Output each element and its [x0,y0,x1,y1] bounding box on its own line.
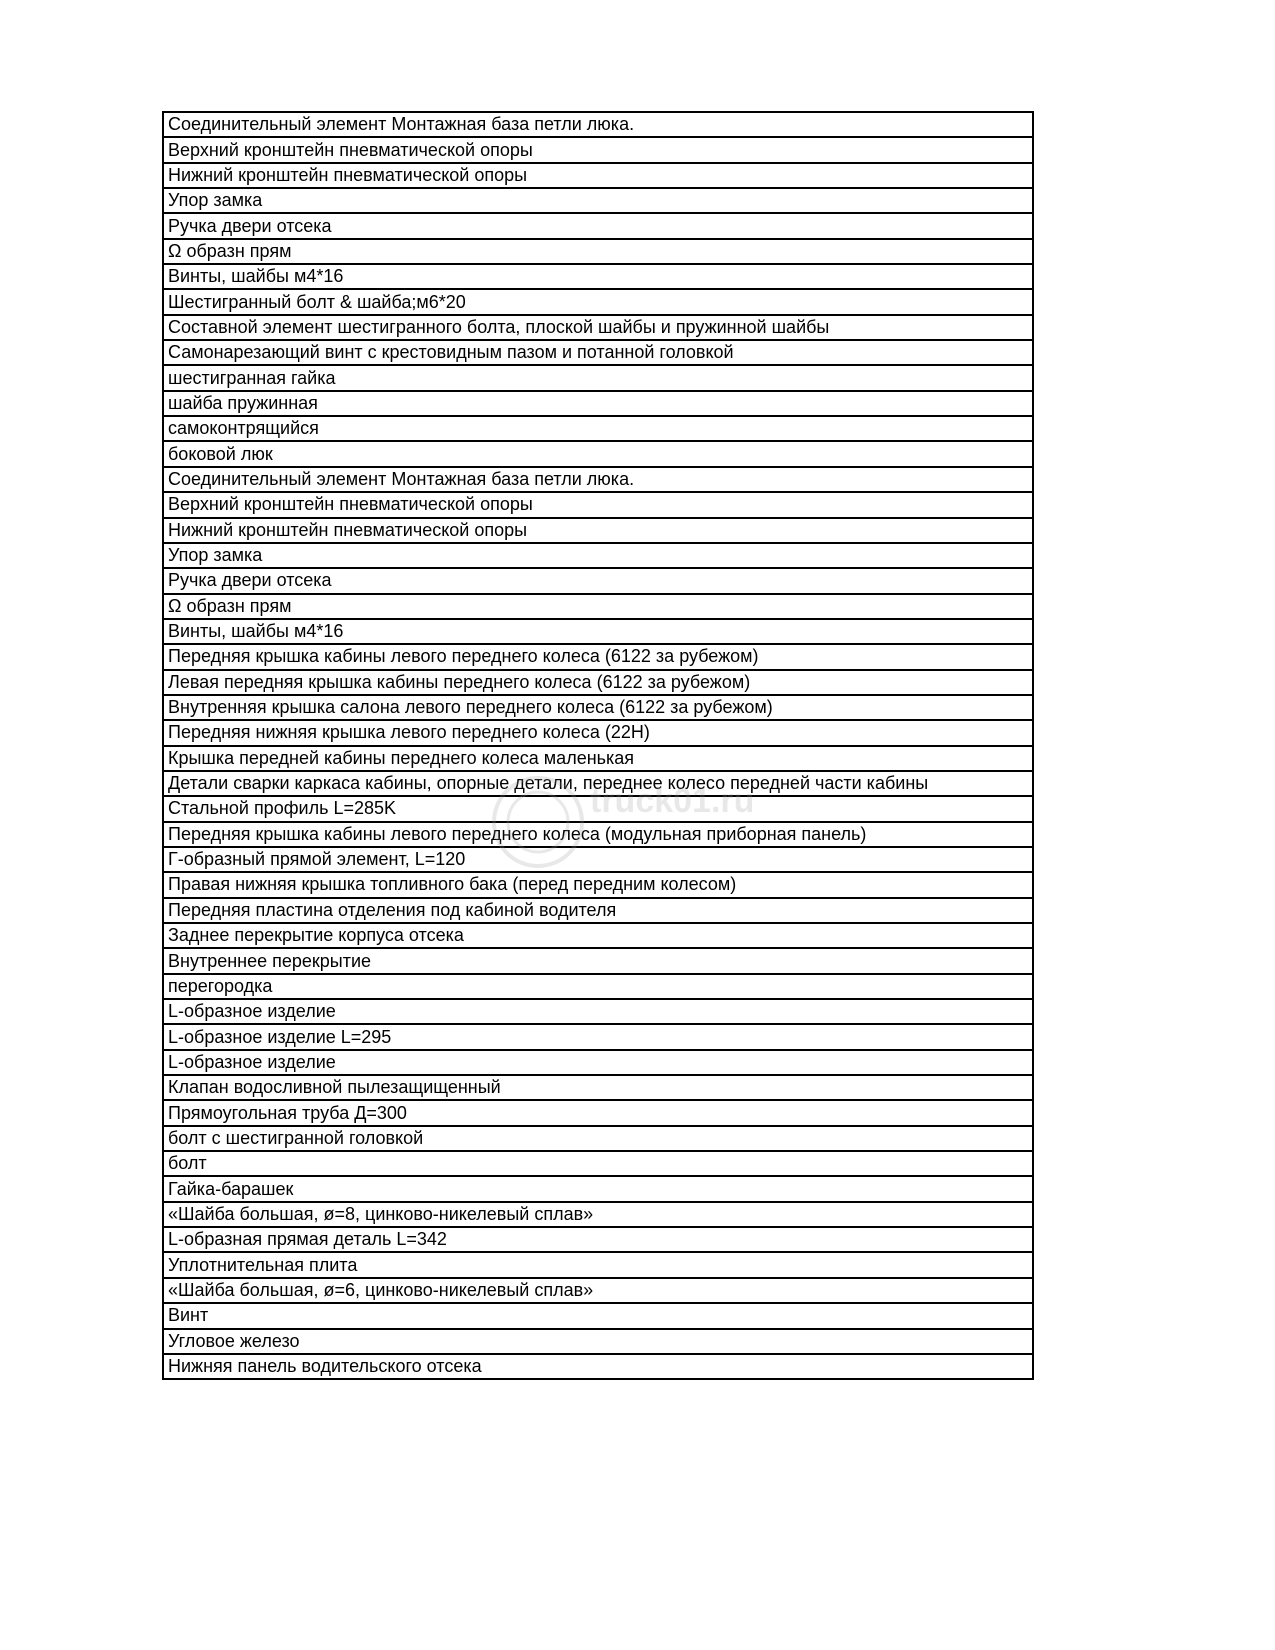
part-name-cell: Соединительный элемент Монтажная база петли люка. [163,112,1033,137]
part-name-cell: Детали сварки каркаса кабины, опорные детали, переднее колесо передней части кабины [163,771,1033,796]
part-name-cell: L-образное изделие [163,999,1033,1024]
table-row [163,1227,1033,1252]
part-name-cell: Передняя крышка кабины левого переднего колеса (модульная приборная панель) [163,822,1033,847]
table-row [163,467,1033,492]
table-row [163,264,1033,289]
part-name-cell: «Шайба большая, ø=6, цинково-никелевый сплав» [163,1278,1033,1303]
table-row [163,644,1033,669]
table-row [163,1202,1033,1227]
part-name-cell: Соединительный элемент Монтажная база петли люка. [163,467,1033,492]
part-name-cell: Уплотнительная плита [163,1252,1033,1277]
parts-sheet [162,111,1034,1380]
parts-table [162,111,1034,1380]
table-row [163,1151,1033,1176]
table-row [163,289,1033,314]
part-name-cell: L-образная прямая деталь L=342 [163,1227,1033,1252]
part-name-cell: Стальной профиль L=285K [163,796,1033,821]
table-row [163,1329,1033,1354]
parts-table-body [163,112,1033,1379]
table-row [163,822,1033,847]
table-row [163,1303,1033,1328]
table-row [163,720,1033,745]
part-name-cell: Ручка двери отсека [163,213,1033,238]
table-row [163,239,1033,264]
part-name-cell: Ω образн прям [163,594,1033,619]
table-row [163,1075,1033,1100]
table-row [163,543,1033,568]
part-name-cell: перегородка [163,974,1033,999]
part-name-cell: Правая нижняя крышка топливного бака (перед передним колесом) [163,872,1033,897]
table-row [163,619,1033,644]
part-name-cell: L-образное изделие [163,1050,1033,1075]
table-row [163,1050,1033,1075]
part-name-cell: L-образное изделие L=295 [163,1024,1033,1049]
part-name-cell: Нижний кронштейн пневматической опоры [163,163,1033,188]
part-name-cell: Г-образный прямой элемент, L=120 [163,847,1033,872]
table-row [163,746,1033,771]
part-name-cell: Винты, шайбы м4*16 [163,264,1033,289]
table-row [163,568,1033,593]
table-row [163,948,1033,973]
part-name-cell: Верхний кронштейн пневматической опоры [163,137,1033,162]
part-name-cell: шестигранная гайка [163,365,1033,390]
part-name-cell: Упор замка [163,188,1033,213]
part-name-cell: Клапан водосливной пылезащищенный [163,1075,1033,1100]
table-row [163,365,1033,390]
part-name-cell: Самонарезающий винт с крестовидным пазом и потанной головкой [163,340,1033,365]
part-name-cell: Крышка передней кабины переднего колеса маленькая [163,746,1033,771]
part-name-cell: Составной элемент шестигранного болта, плоской шайбы и пружинной шайбы [163,315,1033,340]
table-row [163,695,1033,720]
part-name-cell: Левая передняя крышка кабины переднего колеса (6122 за рубежом) [163,670,1033,695]
table-row [163,974,1033,999]
part-name-cell: шайба пружинная [163,391,1033,416]
table-row [163,847,1033,872]
table-row [163,771,1033,796]
table-row [163,391,1033,416]
table-row [163,1100,1033,1125]
table-row [163,441,1033,466]
table-row [163,518,1033,543]
table-row [163,898,1033,923]
part-name-cell: Нижний кронштейн пневматической опоры [163,518,1033,543]
table-row [163,670,1033,695]
table-row [163,112,1033,137]
table-row [163,1252,1033,1277]
part-name-cell: Передняя крышка кабины левого переднего колеса (6122 за рубежом) [163,644,1033,669]
watermark-text: truck01.ru [590,782,755,820]
part-name-cell: боковой люк [163,441,1033,466]
part-name-cell: Прямоугольная труба Д=300 [163,1100,1033,1125]
part-name-cell: самоконтрящийся [163,416,1033,441]
table-row [163,340,1033,365]
part-name-cell: Верхний кронштейн пневматической опоры [163,492,1033,517]
part-name-cell: Винты, шайбы м4*16 [163,619,1033,644]
table-row [163,1176,1033,1201]
table-row [163,1024,1033,1049]
part-name-cell: Передняя нижняя крышка левого переднего колеса (22H) [163,720,1033,745]
part-name-cell: болт с шестигранной головкой [163,1126,1033,1151]
table-row [163,923,1033,948]
table-row [163,999,1033,1024]
table-row [163,163,1033,188]
part-name-cell: Угловое железо [163,1329,1033,1354]
table-row [163,1278,1033,1303]
table-row [163,492,1033,517]
table-row [163,1354,1033,1379]
part-name-cell: болт [163,1151,1033,1176]
part-name-cell: Нижняя панель водительского отсека [163,1354,1033,1379]
table-row [163,594,1033,619]
part-name-cell: Внутренняя крышка салона левого переднего колеса (6122 за рубежом) [163,695,1033,720]
part-name-cell: Передняя пластина отделения под кабиной водителя [163,898,1033,923]
table-row [163,416,1033,441]
table-row [163,872,1033,897]
table-row [163,315,1033,340]
table-row [163,796,1033,821]
part-name-cell: Шестигранный болт & шайба;м6*20 [163,289,1033,314]
part-name-cell: Гайка-барашек [163,1176,1033,1201]
part-name-cell: Упор замка [163,543,1033,568]
table-row [163,137,1033,162]
part-name-cell: «Шайба большая, ø=8, цинково-никелевый сплав» [163,1202,1033,1227]
table-row [163,1126,1033,1151]
part-name-cell: Ручка двери отсека [163,568,1033,593]
part-name-cell: Винт [163,1303,1033,1328]
table-row [163,188,1033,213]
table-row [163,213,1033,238]
part-name-cell: Заднее перекрытие корпуса отсека [163,923,1033,948]
part-name-cell: Ω образн прям [163,239,1033,264]
part-name-cell: Внутреннее перекрытие [163,948,1033,973]
